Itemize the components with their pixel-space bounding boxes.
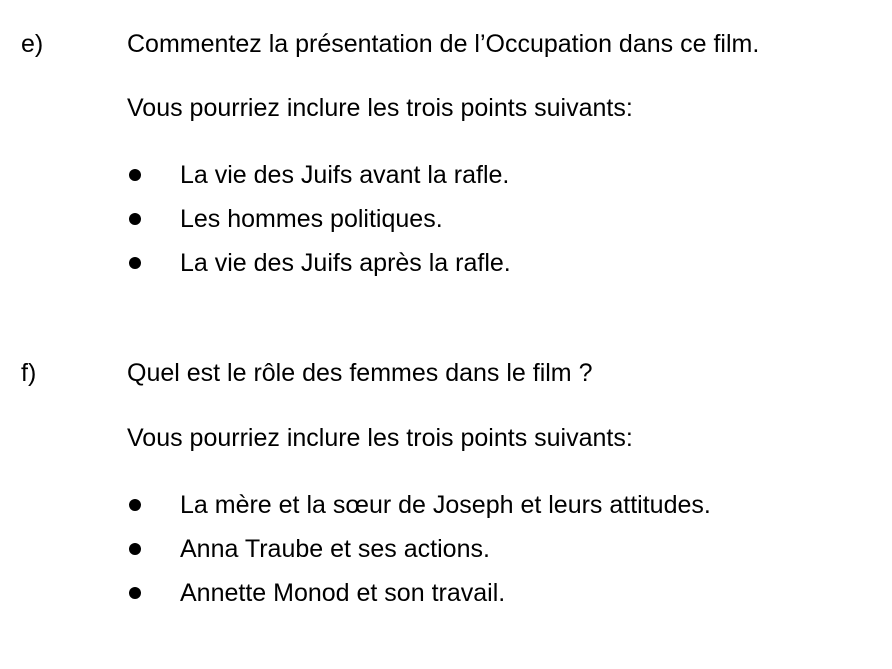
list-item [0, 204, 892, 248]
bullet-icon [129, 169, 141, 181]
bullet-icon [129, 257, 141, 269]
bullet-text: Annette Monod et son travail. [180, 579, 506, 607]
bullet-text: Les hommes politiques. [180, 205, 443, 233]
bullet-text: Anna Traube et ses actions. [180, 535, 490, 563]
bullet-icon [129, 499, 141, 511]
question-text: Quel est le rôle des femmes dans le film ? [127, 359, 593, 387]
question-letter: e) [21, 30, 44, 58]
list-item [0, 490, 892, 534]
bullet-text: La vie des Juifs après la rafle. [180, 249, 511, 277]
question-intro: Vous pourriez inclure les trois points suivants: [127, 424, 633, 452]
question-intro: Vous pourriez inclure les trois points suivants: [127, 94, 633, 122]
bullet-icon [129, 543, 141, 555]
list-item [0, 534, 892, 578]
question-text: Commentez la présentation de l’Occupation dans ce film. [127, 30, 760, 58]
bullet-list [0, 490, 892, 622]
list-item [0, 248, 892, 292]
bullet-text: La vie des Juifs avant la rafle. [180, 161, 510, 189]
list-item [0, 578, 892, 622]
bullet-text: La mère et la sœur de Joseph et leurs attitudes. [180, 491, 711, 519]
question-letter: f) [21, 359, 37, 387]
bullet-icon [129, 213, 141, 225]
list-item [0, 160, 892, 204]
bullet-icon [129, 587, 141, 599]
bullet-list [0, 160, 892, 292]
